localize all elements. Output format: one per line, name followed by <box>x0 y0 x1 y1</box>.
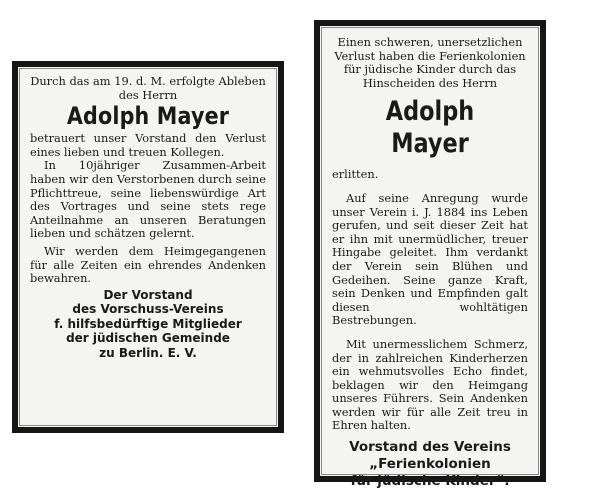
signature-line: f. hilfsbedürftige Mitglieder <box>54 316 242 331</box>
deceased-name: Adolph Mayer <box>385 96 475 160</box>
notice-paragraph: Auf seine Anregung wurde unser Verein i. J. 1884 ins Leben gerufen, und seit dieser Zeit hat er ihn mit unermüdlicher, treuer Hingabe geleitet. Ihm verdankt der Verein sein Blühen und Gedeihen. Seine ganze Kraft, sein Denken und Empfinden galt diesen wohltätigen Bestrebungen. <box>332 190 528 328</box>
signature-line: der jüdischen Gemeinde <box>66 331 230 346</box>
notice-paragraph: Wir werden dem Heimgegangenen für alle Zeiten ein ehrendes Andenken bewahren. <box>30 243 266 286</box>
notice-paragraph: Mit unermesslichem Schmerz, der in zahlreichen Kinderherzen ein wehmutsvolles Echo findet, beklagen wir den Heimgang unseres Führers. Sein Andenken werden wir für alle Zeit treu in Ehren halten. <box>332 336 528 433</box>
notice-signature <box>30 288 266 361</box>
obituary-notice-vorschuss-verein <box>12 61 284 433</box>
signature-line: für jüdische Kinder“. <box>350 473 510 490</box>
obituary-notice-ferienkolonien <box>314 20 546 490</box>
notice-paragraph: In 10jähriger Zusammen-Arbeit haben wir den Verstorbenen durch seine Pflichttreue, seine liebenswürdige Art des Vortrages und seine stets rege Anteilnahme an unseren Beratungen lieben und schätzen gelernt. <box>30 158 266 241</box>
signature-line: Der Vorstand <box>103 287 193 302</box>
notice-signature <box>332 439 528 490</box>
signature-line: zu Berlin. E. V. <box>99 345 197 360</box>
notice-paragraph: betrauert unser Vorstand den Verlust eines lieben und treuen Kollegen. <box>30 131 266 159</box>
signature-line: „Ferienkolonien <box>369 456 491 473</box>
notice-intro: Durch das am 19. d. M. erfolgte Ableben des Herrn <box>30 74 266 102</box>
signature-line: Vorstand des Vereins <box>349 439 511 456</box>
notice-intro: Einen schweren, unersetzlichen Verlust haben die Ferienkolonien für jüdische Kinder durch das Hinscheiden des Herrn <box>334 35 526 90</box>
notice-after-name: erlitten. <box>332 167 379 182</box>
signature-line: des Vorschuss-Vereins <box>72 302 224 317</box>
deceased-name: Adolph Mayer <box>66 102 230 131</box>
